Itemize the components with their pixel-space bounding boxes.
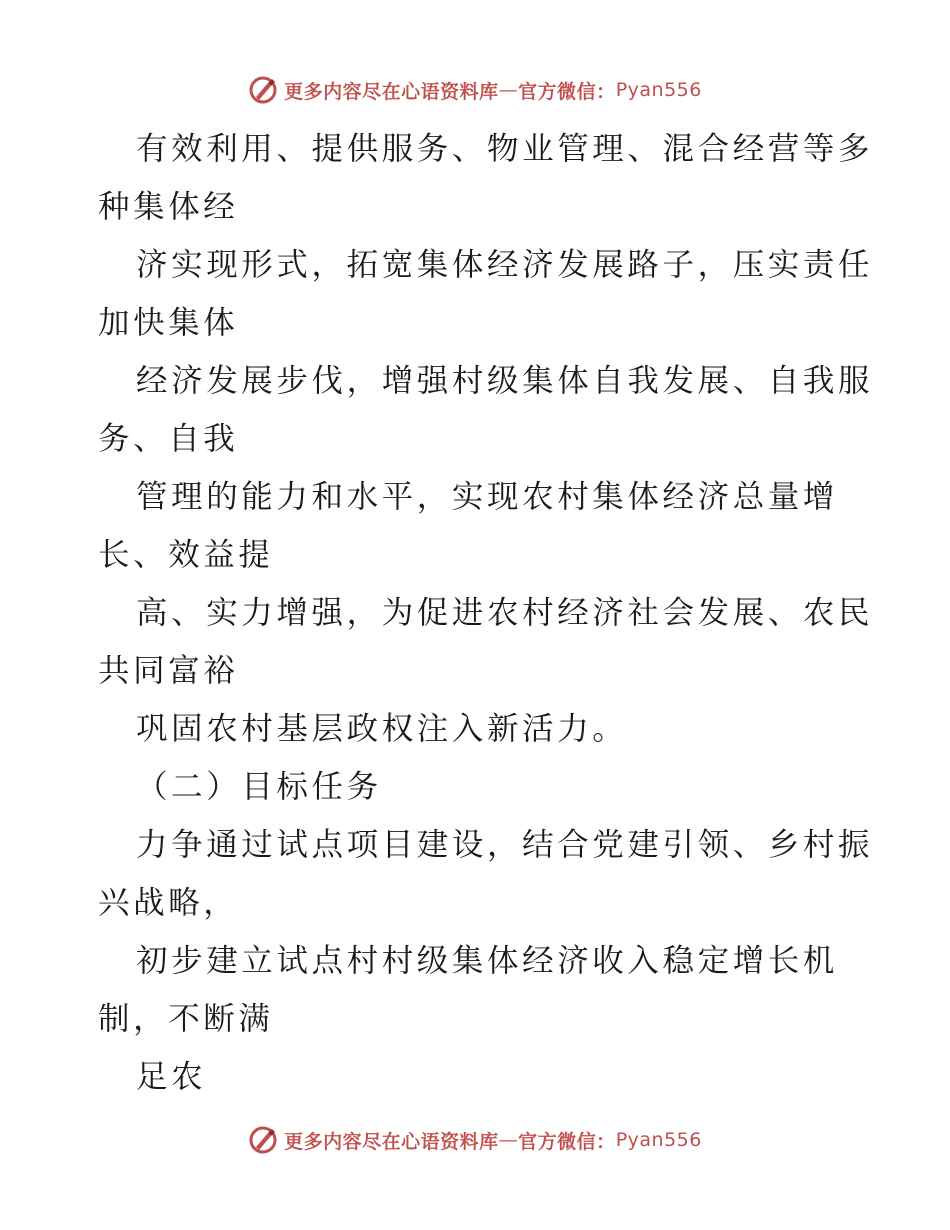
text-line: 务、自我 xyxy=(98,421,239,457)
watermark-wechat-id: Pyan556 xyxy=(615,1129,702,1151)
text-line: 制，不断满 xyxy=(98,1001,274,1037)
text-line: 共同富裕 xyxy=(98,653,239,689)
pen-logo-icon xyxy=(248,75,278,105)
watermark-banner-bottom xyxy=(0,1120,950,1160)
text-line: 管理的能力和水平，实现农村集体经济总量增 xyxy=(136,479,839,515)
text-line: 巩固农村基层政权注入新活力。 xyxy=(136,711,628,747)
watermark-separator: — xyxy=(498,79,519,101)
section-heading: （二）目标任务 xyxy=(136,769,382,805)
watermark-separator: — xyxy=(498,1129,519,1151)
text-line: 兴战略， xyxy=(98,885,239,921)
text-line: 长、效益提 xyxy=(98,537,274,573)
watermark-contact-label: 官方微信： xyxy=(518,1130,616,1153)
text-line: 加快集体 xyxy=(98,305,239,341)
document-body xyxy=(98,120,874,1106)
text-line: 有效利用、提供服务、物业管理、混合经营等多 xyxy=(136,131,874,167)
text-line: 济实现形式，拓宽集体经济发展路子，压实责任 xyxy=(136,247,874,283)
watermark-main-text: 更多内容尽在心语资料库 xyxy=(284,80,499,103)
text-line: 经济发展步伐，增强村级集体自我发展、自我服 xyxy=(136,363,874,399)
watermark-contact-label: 官方微信： xyxy=(518,80,616,103)
watermark-main-text: 更多内容尽在心语资料库 xyxy=(284,1130,499,1153)
pen-logo-icon xyxy=(248,1125,278,1155)
text-line: 足农 xyxy=(136,1059,207,1095)
text-line: 初步建立试点村村级集体经济收入稳定增长机 xyxy=(136,943,839,979)
watermark-wechat-id: Pyan556 xyxy=(615,79,702,101)
watermark-banner-top xyxy=(0,70,950,110)
text-line: 种集体经 xyxy=(98,189,239,225)
text-line: 力争通过试点项目建设，结合党建引领、乡村振 xyxy=(136,827,874,863)
text-line: 高、实力增强，为促进农村经济社会发展、农民 xyxy=(136,595,874,631)
